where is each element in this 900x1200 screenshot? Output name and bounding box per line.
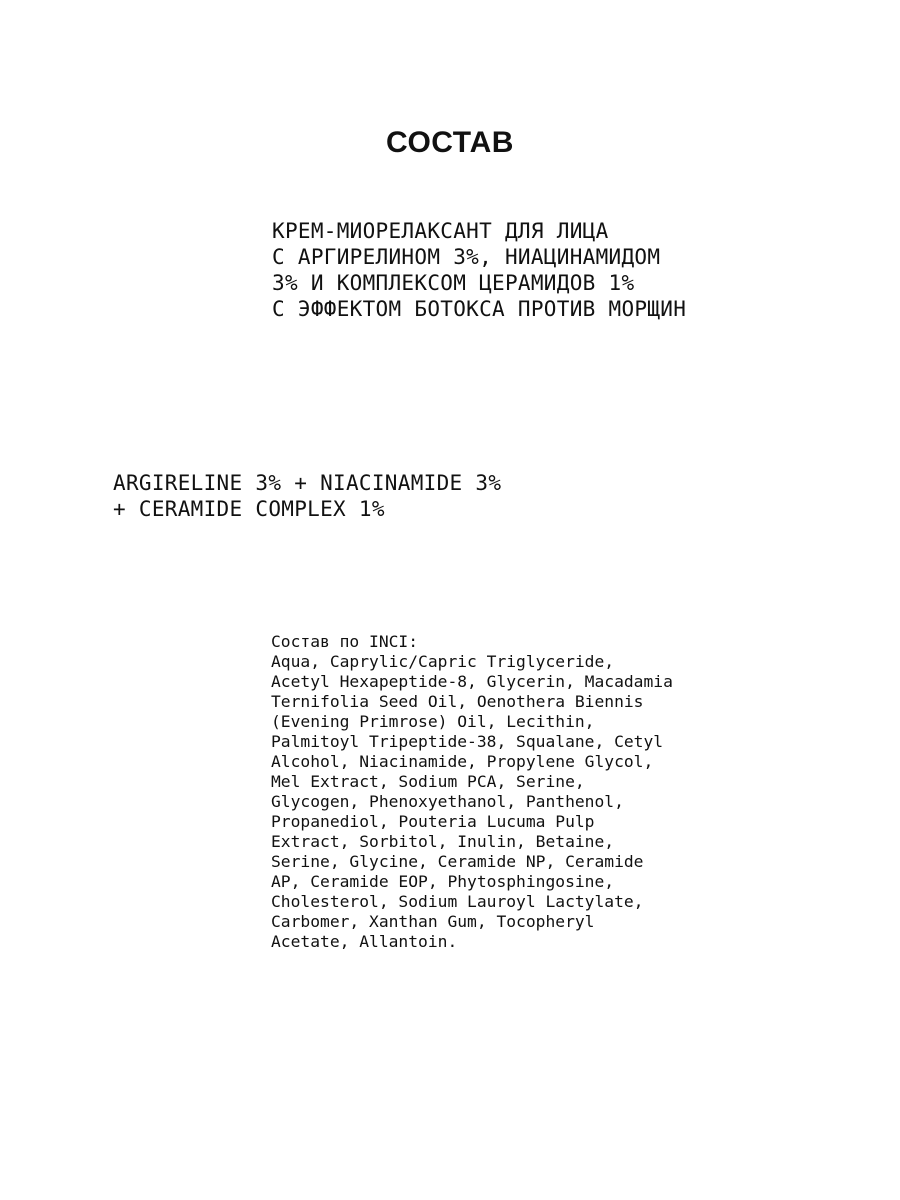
inci-heading: Состав по INCI:	[271, 632, 419, 651]
inci-ingredients	[271, 632, 831, 952]
inci-line: Aqua, Caprylic/Capric Triglyceride,	[271, 652, 615, 671]
inci-line: Glycogen, Phenoxyethanol, Panthenol,	[271, 792, 624, 811]
key-actives	[113, 470, 813, 522]
inci-line: Ternifolia Seed Oil, Oenothera Biennis	[271, 692, 644, 711]
inci-line: (Evening Primrose) Oil, Lecithin,	[271, 712, 595, 731]
inci-line: Serine, Glycine, Ceramide NP, Ceramide	[271, 852, 644, 871]
product-name-line: КРЕМ-МИОРЕЛАКСАНТ ДЛЯ ЛИЦА	[272, 219, 609, 243]
inci-line: Palmitoyl Tripeptide-38, Squalane, Cetyl	[271, 732, 664, 751]
inci-line: Propanediol, Pouteria Lucuma Pulp	[271, 812, 595, 831]
inci-line: AP, Ceramide EOP, Phytosphingosine,	[271, 872, 615, 891]
key-actives-line: + CERAMIDE COMPLEX 1%	[113, 497, 385, 521]
product-name-line: 3% И КОМПЛЕКСОМ ЦЕРАМИДОВ 1%	[272, 271, 635, 295]
inci-line: Alcohol, Niacinamide, Propylene Glycol,	[271, 752, 654, 771]
inci-line: Acetate, Allantoin.	[271, 932, 458, 951]
inci-line: Carbomer, Xanthan Gum, Tocopheryl	[271, 912, 595, 931]
page-title: СОСТАВ	[386, 126, 514, 159]
product-name-line: С ЭФФЕКТОМ БОТОКСА ПРОТИВ МОРЩИН	[272, 297, 687, 321]
inci-line: Cholesterol, Sodium Lauroyl Lactylate,	[271, 892, 644, 911]
product-name	[272, 218, 872, 322]
inci-line: Acetyl Hexapeptide-8, Glycerin, Macadamia	[271, 672, 673, 691]
inci-line: Extract, Sorbitol, Inulin, Betaine,	[271, 832, 615, 851]
product-name-line: С АРГИРЕЛИНОМ 3%, НИАЦИНАМИДОМ	[272, 245, 661, 269]
inci-line: Mel Extract, Sodium PCA, Serine,	[271, 772, 585, 791]
key-actives-line: ARGIRELINE 3% + NIACINAMIDE 3%	[113, 471, 502, 495]
